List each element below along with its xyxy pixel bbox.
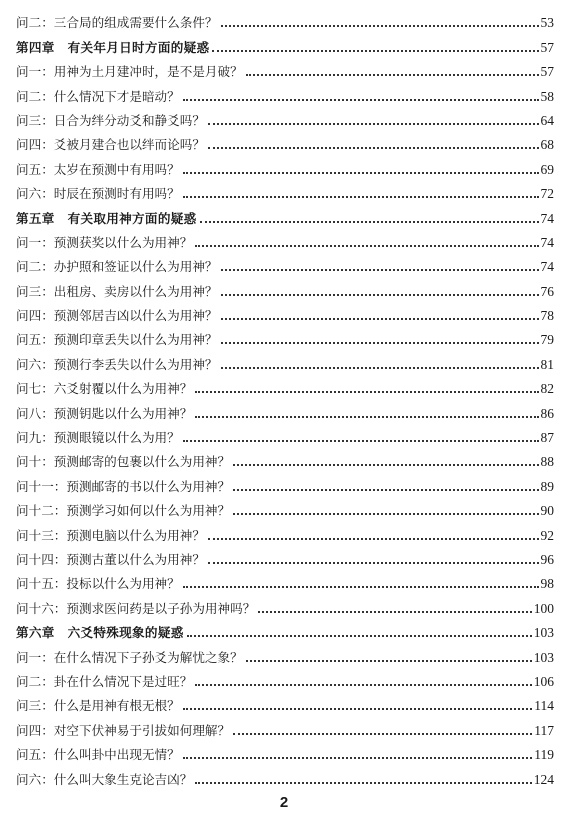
dot-leader <box>195 782 531 784</box>
toc-entry-page: 92 <box>540 527 554 543</box>
toc-entry-title: 第四章 有关年月日时方面的疑惑 <box>16 39 210 55</box>
toc-entry-page: 106 <box>533 673 554 689</box>
toc-entry <box>16 591 554 615</box>
toc-entry <box>16 372 554 396</box>
toc-entry-title: 问一：用神为土月建冲时，是不是月破？ <box>16 64 243 80</box>
toc-entry <box>16 299 554 323</box>
toc-entry <box>16 79 554 103</box>
toc-entry-title: 问二：办护照和签证以什么为用神？ <box>16 259 218 275</box>
toc-entry <box>16 274 554 298</box>
dot-leader <box>195 684 531 686</box>
dot-leader <box>233 464 538 466</box>
dot-leader <box>221 269 539 271</box>
toc-entry-title: 问五：预测印章丢失以什么为用神？ <box>16 332 218 348</box>
toc-entry-page: 69 <box>540 161 554 177</box>
toc-entry-page: 81 <box>540 356 554 372</box>
toc-entry-page: 53 <box>540 15 554 31</box>
toc-entry-page: 78 <box>540 308 554 324</box>
toc-entry-page: 57 <box>540 64 554 80</box>
dot-leader <box>221 367 539 369</box>
toc-entry <box>16 226 554 250</box>
toc-entry-page: 88 <box>540 454 554 470</box>
dot-leader <box>212 50 538 52</box>
toc-entry-page: 74 <box>540 234 554 250</box>
toc-entry-page: 82 <box>540 381 554 397</box>
toc-entry-title: 问六：什么叫大象生克论吉凶？ <box>16 771 193 787</box>
toc-entry-page: 103 <box>533 649 554 665</box>
dot-leader <box>258 611 531 613</box>
toc-entry-title: 问二：三合局的组成需要什么条件？ <box>16 15 218 31</box>
toc-entry-page: 68 <box>540 137 554 153</box>
toc-entry-title: 问二：什么情况下才是暗动？ <box>16 88 180 104</box>
toc-entry-page: 57 <box>540 39 554 55</box>
dot-leader <box>246 660 532 662</box>
toc-entry-page: 86 <box>540 405 554 421</box>
toc-entry-page: 74 <box>540 259 554 275</box>
toc-entry-page: 114 <box>534 698 554 714</box>
dot-leader <box>246 74 539 76</box>
dot-leader <box>183 196 539 198</box>
table-of-contents <box>16 6 554 787</box>
toc-entry-title: 问五：太岁在预测中有用吗？ <box>16 161 180 177</box>
toc-chapter-heading <box>16 616 554 640</box>
toc-entry-page: 98 <box>540 576 554 592</box>
toc-entry-title: 问四：对空下伏神易于引拔如何理解？ <box>16 722 231 738</box>
toc-entry <box>16 323 554 347</box>
toc-entry-page: 124 <box>533 771 554 787</box>
toc-entry <box>16 396 554 420</box>
toc-entry-title: 问四：预测邻居吉凶以什么为用神？ <box>16 308 218 324</box>
toc-entry-page: 117 <box>534 722 554 738</box>
toc-entry <box>16 55 554 79</box>
dot-leader <box>233 489 538 491</box>
dot-leader <box>221 294 539 296</box>
dot-leader <box>187 635 532 637</box>
toc-entry-title: 问一：在什么情况下子孙爻为解忧之象？ <box>16 649 243 665</box>
toc-entry <box>16 713 554 737</box>
dot-leader <box>221 25 539 27</box>
toc-chapter-heading <box>16 30 554 54</box>
toc-entry-page: 119 <box>534 747 554 763</box>
toc-entry-page: 87 <box>540 430 554 446</box>
dot-leader <box>183 757 533 759</box>
toc-entry <box>16 518 554 542</box>
toc-entry-title: 问七：六爻射覆以什么为用神？ <box>16 381 193 397</box>
toc-entry-page: 76 <box>540 283 554 299</box>
dot-leader <box>195 416 538 418</box>
toc-entry-title: 问九：预测眼镜以什么为用？ <box>16 430 180 446</box>
toc-entry-title: 问一：预测获奖以什么为用神？ <box>16 234 193 250</box>
toc-entry-page: 72 <box>540 186 554 202</box>
dot-leader <box>183 99 539 101</box>
toc-entry <box>16 543 554 567</box>
dot-leader <box>183 440 539 442</box>
toc-entry <box>16 250 554 274</box>
toc-entry <box>16 640 554 664</box>
toc-entry-title: 第五章 有关取用神方面的疑惑 <box>16 210 197 226</box>
toc-entry-title: 问十：预测邮寄的包裹以什么为用神？ <box>16 454 231 470</box>
dot-leader <box>195 391 538 393</box>
dot-leader <box>208 123 539 125</box>
toc-entry <box>16 347 554 371</box>
toc-entry <box>16 469 554 493</box>
toc-entry <box>16 152 554 176</box>
toc-entry-title: 问八：预测钥匙以什么为用神？ <box>16 405 193 421</box>
toc-entry-title: 问三：什么是用神有根无根？ <box>16 698 180 714</box>
dot-leader <box>183 708 533 710</box>
dot-leader <box>208 562 539 564</box>
toc-entry-title: 问二：卦在什么情况下是过旺？ <box>16 673 193 689</box>
toc-entry <box>16 104 554 128</box>
toc-entry <box>16 738 554 762</box>
toc-entry-page: 64 <box>540 112 554 128</box>
toc-entry-page: 89 <box>540 478 554 494</box>
toc-entry-page: 79 <box>540 332 554 348</box>
toc-chapter-heading <box>16 201 554 225</box>
toc-entry <box>16 494 554 518</box>
dot-leader <box>221 342 539 344</box>
toc-entry-title: 问十六：预测求医问药是以子孙为用神吗？ <box>16 600 256 616</box>
toc-entry-title: 问十四：预测古董以什么为用神？ <box>16 551 205 567</box>
toc-entry <box>16 445 554 469</box>
toc-entry <box>16 128 554 152</box>
toc-entry-title: 问六：时辰在预测时有用吗？ <box>16 186 180 202</box>
page-number: 2 <box>279 794 289 811</box>
toc-entry <box>16 762 554 786</box>
toc-entry-page: 100 <box>533 600 554 616</box>
dot-leader <box>200 221 539 223</box>
toc-entry-title: 问十五：投标以什么为用神？ <box>16 576 180 592</box>
dot-leader <box>183 172 539 174</box>
toc-entry <box>16 421 554 445</box>
toc-entry-page: 103 <box>533 625 554 641</box>
toc-entry-page: 74 <box>540 210 554 226</box>
toc-entry-title: 问四：爻被月建合也以绊而论吗？ <box>16 137 205 153</box>
toc-entry <box>16 567 554 591</box>
dot-leader <box>221 318 539 320</box>
dot-leader <box>183 586 539 588</box>
toc-entry <box>16 6 554 30</box>
toc-entry-title: 问十一：预测邮寄的书以什么为用神？ <box>16 478 231 494</box>
dot-leader <box>233 513 538 515</box>
toc-entry-title: 第六章 六爻特殊现象的疑惑 <box>16 625 184 641</box>
toc-entry <box>16 177 554 201</box>
dot-leader <box>195 245 538 247</box>
toc-entry-title: 问十三：预测电脑以什么为用神？ <box>16 527 205 543</box>
toc-entry-page: 58 <box>540 88 554 104</box>
toc-entry-title: 问十二：预测学习如何以什么为用神？ <box>16 503 231 519</box>
toc-entry-title: 问三：日合为绊分动爻和静爻吗？ <box>16 112 205 128</box>
toc-entry-page: 96 <box>540 551 554 567</box>
toc-entry-page: 90 <box>540 503 554 519</box>
toc-entry-title: 问六：预测行李丢失以什么为用神？ <box>16 356 218 372</box>
toc-entry-title: 问三：出租房、卖房以什么为用神？ <box>16 283 218 299</box>
dot-leader <box>208 538 539 540</box>
toc-entry-title: 问五：什么叫卦中出现无情？ <box>16 747 180 763</box>
toc-entry <box>16 665 554 689</box>
dot-leader <box>208 147 539 149</box>
dot-leader <box>233 733 532 735</box>
toc-entry <box>16 689 554 713</box>
